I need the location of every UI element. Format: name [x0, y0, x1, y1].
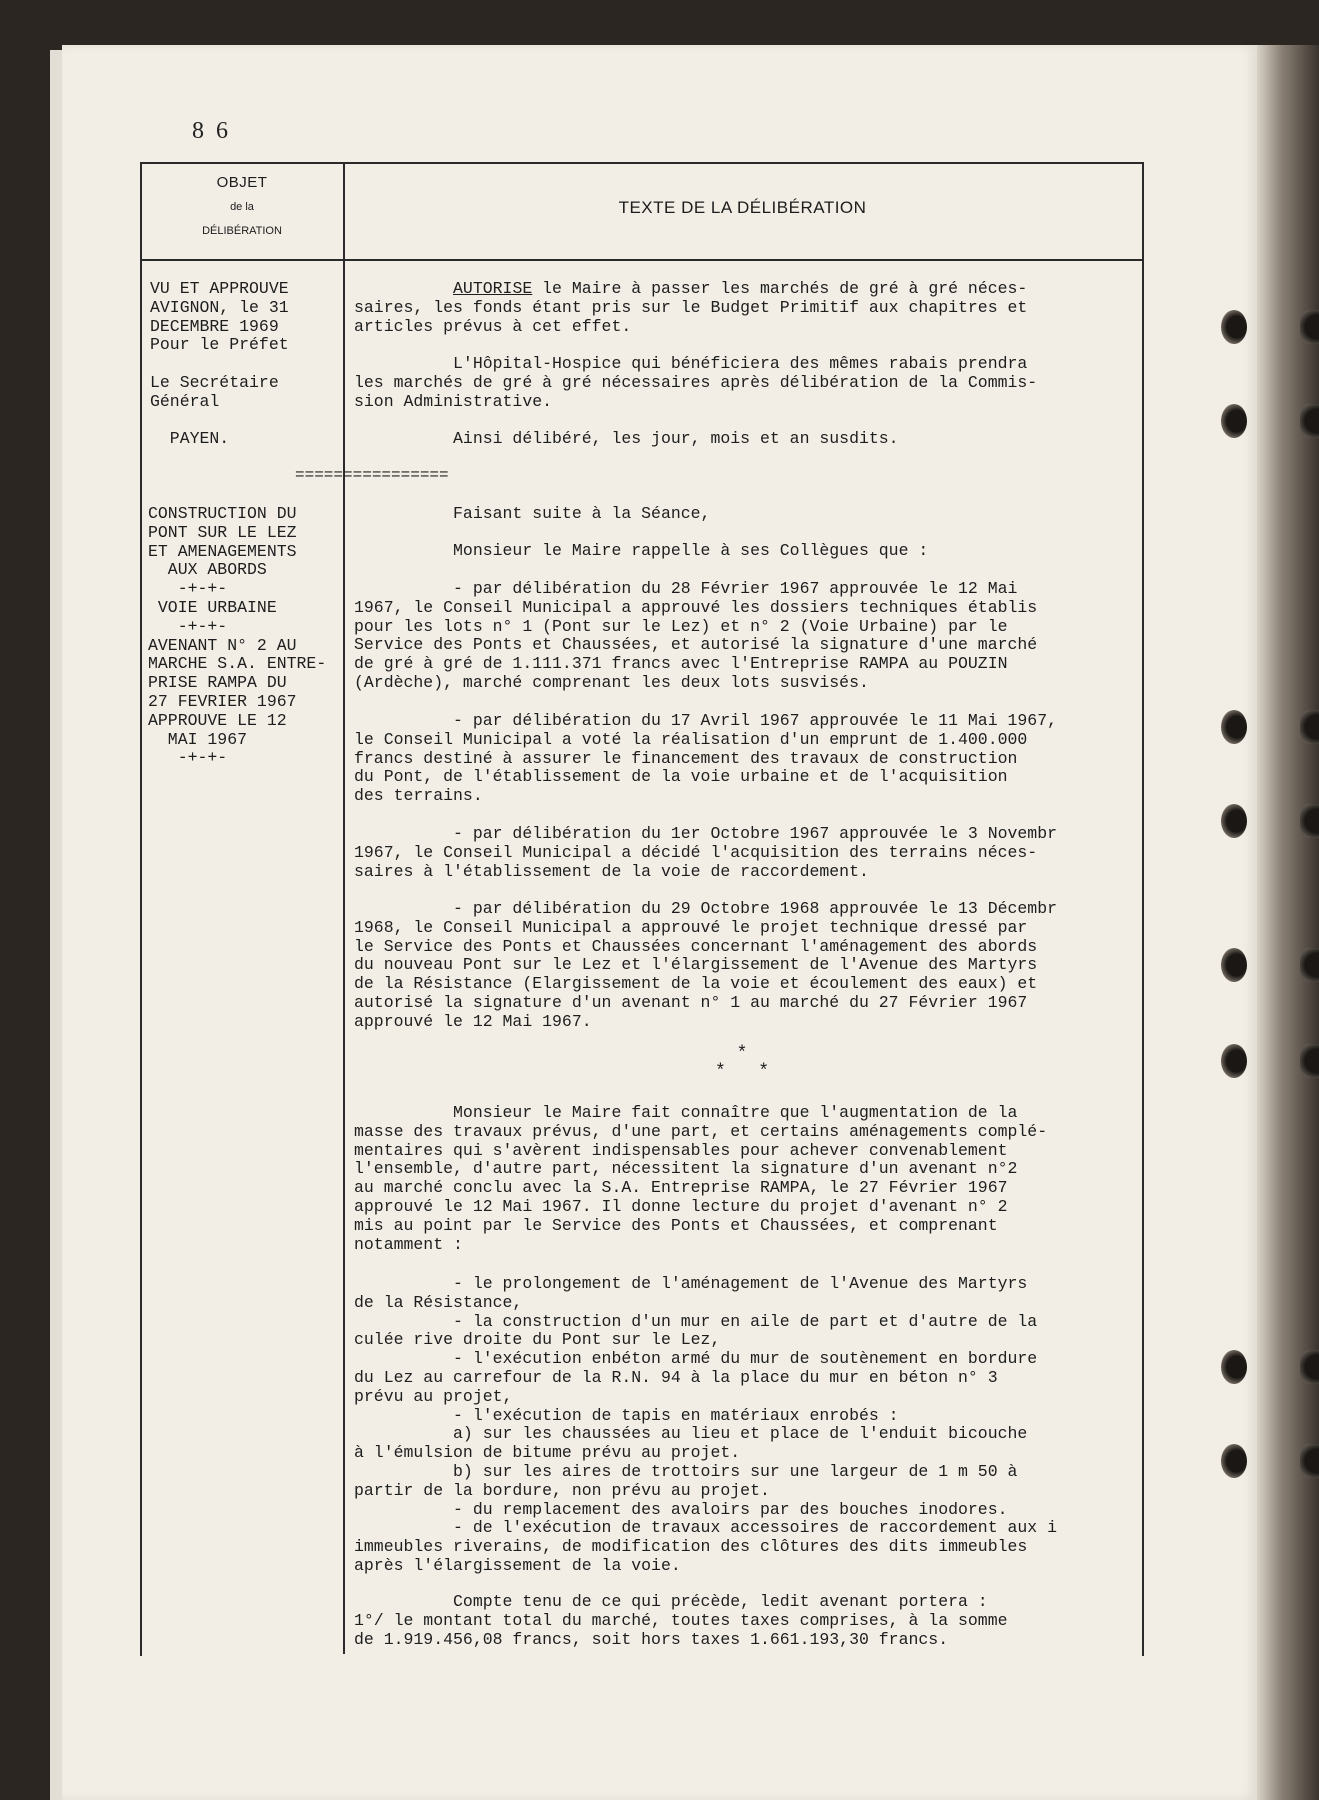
autorise-rest: le Maire à passer les marchés de gré à gré néces- [532, 279, 1028, 298]
paragraph-deliberation-1967-avril: - par délibération du 17 Avril 1967 approuvée le 11 Mai 1967, le Conseil Municipal a voté la réalisation d'un emprunt de 1.400.000 francs destiné à assurer le financement des travaux de construction du Pont, de l'établissement de la voie urbaine et de l'acquisition des terrains. [354, 711, 1058, 806]
paragraph-deliberation-1968-octobre: - par délibération du 29 Octobre 1968 approuvée le 13 Décembr 1968, le Conseil Municipal a approuvé le projet technique dressé par le Service des Ponts et Chaussées concernant l'aménagement des abords du nouveau Pont sur le Lez et l'élargissement de l'Avenue des Martyrs de la Résistance (Elargissement de la voie et écoulement des eaux) et autorisé la signature d'un avenant n° 1 au marché du 27 Février 1967 approuvé le 12 Mai 1967. [354, 899, 1058, 1031]
header-objet [142, 172, 342, 242]
asterism: * * * [715, 1044, 770, 1082]
objet-block: CONSTRUCTION DU PONT SUR LE LEZ ET AMENAGEMENTS AUX ABORDS -+-+- VOIE URBAINE -+-+- AVENANT N° 2 AU MARCHE S.A. ENTRE- PRISE RAMPA DU 27 FEVRIER 1967 APPROUVE LE 12 MAI 1967 -+-+- [148, 504, 327, 768]
paragraph-liste-travaux: - le prolongement de l'aménagement de l'Avenue des Martyrs de la Résistance, - la construction d'un mur en aile de part et d'autre de la culée rive droite du Pont sur le Lez, - l'exécution enbéton armé du mur de soutènement en bordure du Lez au carrefour de la R.N. 94 à la place du mur en béton n° 3 prévu au projet, - l'exécution de tapis en matériaux enrobés : a) sur les chaussées au lieu et place de l'enduit bicouche à l'émulsion de bitume prévu au projet. b) sur les aires de trottoirs sur une largeur de 1 m 50 à partir de la bordure, non prévu au projet. - du remplacement des avaloirs par des bouches inodores. - de l'exécution de travaux accessoires de raccordement aux i immeubles riverains, de modification des clôtures des dits immeubles après l'élargissement de la voie. [354, 1274, 1058, 1575]
binding-hole [1221, 1444, 1247, 1478]
binding-hole [1300, 710, 1319, 744]
paragraph-hospice: L'Hôpital-Hospice qui bénéficiera des mêmes rabais prendra les marchés de gré à gré nécessaires après délibération de la Commis- sion Administrative. [354, 354, 1038, 411]
paragraph-ainsi-delibere: Ainsi délibéré, les jour, mois et an susdits. [354, 429, 899, 448]
approval-stamp-text: VU ET APPROUVE AVIGNON, le 31 DECEMBRE 1969 Pour le Préfet Le Secrétaire Général PAYEN. [150, 279, 289, 449]
binding-hole [1221, 710, 1247, 744]
paragraph-autorise [354, 280, 1027, 336]
binding-hole [1300, 310, 1319, 344]
paragraph-deliberation-1967-fevrier: - par délibération du 28 Février 1967 approuvée le 12 Mai 1967, le Conseil Municipal a approuvé les dossiers techniques établis pour les lots n° 1 (Pont sur le Lez) et n° 2 (Voie Urbaine) par le Service des Ponts et Chaussées, et autorisé la signature d'une marché de gré à gré de 1.111.371 francs avec l'Entreprise RAMPA au POUZIN (Ardèche), marché comprenant les deux lots susvisés. [354, 579, 1038, 692]
paragraph-faisant-suite: Faisant suite à la Séance, [354, 504, 711, 523]
binding-hole [1221, 1350, 1247, 1384]
section-separator: ================ [295, 466, 449, 484]
header-texte: TEXTE DE LA DÉLIBÉRATION [618, 198, 867, 217]
column-divider [343, 162, 345, 1654]
binding-hole [1300, 804, 1319, 838]
binding-hole [1221, 310, 1247, 344]
binding-hole [1221, 404, 1247, 438]
header-rule [140, 259, 1142, 261]
header-objet-sub: de la [230, 201, 254, 213]
binding-hole [1300, 1444, 1319, 1478]
binding-hole [1300, 404, 1319, 438]
binding-hole [1300, 1044, 1319, 1078]
binding-hole [1300, 948, 1319, 982]
header-objet-deliberation: DÉLIBÉRATION [202, 225, 282, 237]
binding-hole [1221, 804, 1247, 838]
header-objet-title: OBJET [216, 174, 268, 191]
paragraph-augmentation-travaux: Monsieur le Maire fait connaître que l'augmentation de la masse des travaux prévus, d'une part, et certains aménagements complé- mentaires qui s'avèrent indispensables pour achever convenablement l'ensemble, d'autre part, nécessitent la signature d'un avenant n°2 au marché conclu avec la S.A. Entreprise RAMPA, le 27 Février 1967 approuvé le 12 Mai 1967. Il donne lecture du projet d'avenant n° 2 mis au point par le Service des Ponts et Chaussées, et comprenant notamment : [354, 1103, 1048, 1254]
binding-hole [1300, 1350, 1319, 1384]
autorise-word: AUTORISE [453, 279, 533, 298]
autorise-continuation: saires, les fonds étant pris sur le Budget Primitif aux chapitres et articles prévus à cet effet. [354, 297, 1028, 336]
paragraph-deliberation-1967-octobre: - par délibération du 1er Octobre 1967 approuvée le 3 Novembr 1967, le Conseil Municipal a décidé l'acquisition des terrains néces- saires à l'établissement de la voie de raccordement. [354, 824, 1058, 881]
binding-hole [1221, 948, 1247, 982]
paragraph-maire-rappelle: Monsieur le Maire rappelle à ses Collègues que : [354, 541, 929, 560]
facing-page-edge [1257, 45, 1319, 1800]
page-number: 8 6 [192, 118, 231, 144]
paragraph-montant-avenant: Compte tenu de ce qui précède, ledit avenant portera : 1°/ le montant total du marché, toutes taxes comprises, à la somme de 1.919.456,08 francs, soit hors taxes 1.661.193,30 francs. [354, 1592, 1008, 1649]
binding-hole [1221, 1044, 1247, 1078]
